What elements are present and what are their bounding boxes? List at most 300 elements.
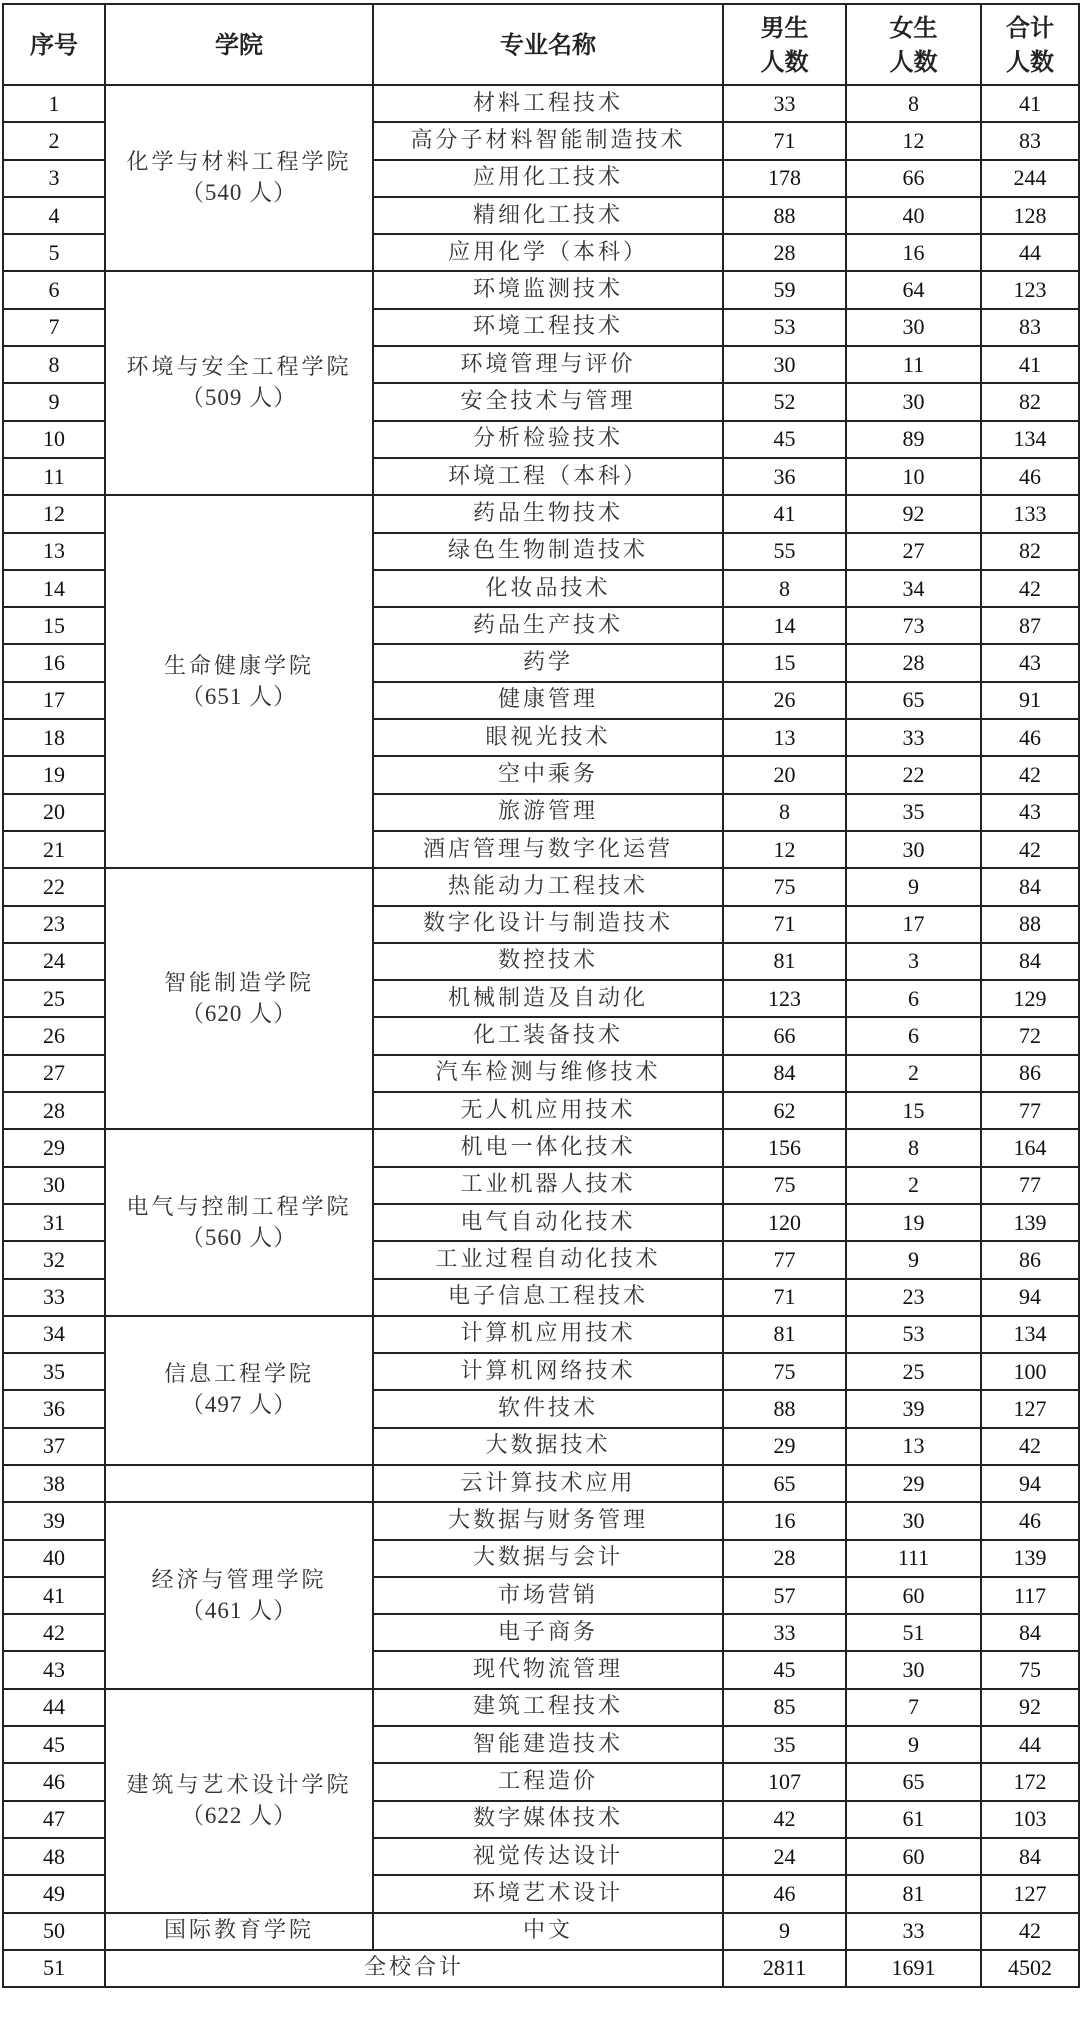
total-count-cell: 44 [981,234,1079,271]
female-count-cell: 6 [846,980,981,1017]
female-count-cell: 33 [846,719,981,756]
college-name: 环境与安全工程学院 [126,355,352,381]
female-count-cell: 64 [846,271,981,308]
major-name-cell: 旅游管理 [373,794,723,831]
header-seq: 序号 [3,4,105,85]
total-count-cell: 42 [981,756,1079,793]
seq-cell: 6 [3,271,105,308]
major-name-cell: 电气自动化技术 [373,1204,723,1241]
male-count-cell: 33 [723,85,846,122]
major-name-cell: 工程造价 [373,1763,723,1800]
major-name-cell: 应用化工技术 [373,160,723,197]
female-count-cell: 23 [846,1279,981,1316]
college-cell [105,868,373,1129]
major-name-cell: 电子信息工程技术 [373,1279,723,1316]
college-name: 电气与控制工程学院 [126,1194,352,1220]
college-student-count: （622 人） [180,1802,298,1828]
seq-cell: 25 [3,980,105,1017]
total-count-cell: 43 [981,794,1079,831]
major-name-cell: 大数据与财务管理 [373,1502,723,1539]
seq-cell: 43 [3,1651,105,1688]
female-count-cell: 60 [846,1838,981,1875]
college-name: 智能制造学院 [163,970,314,996]
total-count-cell: 42 [981,831,1079,868]
header-major: 专业名称 [373,4,723,85]
male-count-cell: 66 [723,1017,846,1054]
header-row [3,4,1079,85]
male-count-cell: 24 [723,1838,846,1875]
college-name: 生命健康学院 [163,653,314,679]
male-count-cell: 41 [723,495,846,532]
male-count-cell: 52 [723,383,846,420]
total-count-cell: 42 [981,570,1079,607]
grand-total-label: 全校合计 [105,1950,723,1987]
major-name-cell: 精细化工技术 [373,197,723,234]
male-count-cell: 8 [723,570,846,607]
male-count-cell: 77 [723,1241,846,1278]
female-count-cell: 12 [846,122,981,159]
female-count-cell: 30 [846,309,981,346]
total-count-cell: 117 [981,1577,1079,1614]
total-count-cell: 172 [981,1763,1079,1800]
male-count-cell: 35 [723,1726,846,1763]
male-count-cell: 29 [723,1428,846,1465]
major-name-cell: 环境工程（本科） [373,458,723,495]
male-count-cell: 45 [723,1651,846,1688]
total-count-cell: 4502 [981,1950,1079,1987]
male-count-cell: 88 [723,1390,846,1427]
male-count-cell: 8 [723,794,846,831]
college-student-count: （509 人） [180,385,298,411]
seq-cell: 24 [3,943,105,980]
female-count-cell: 33 [846,1913,981,1950]
college-student-count: （651 人） [180,683,298,709]
female-count-cell: 25 [846,1353,981,1390]
seq-cell: 33 [3,1279,105,1316]
table-row [3,271,1079,308]
female-count-cell: 2 [846,1167,981,1204]
major-name-cell: 环境工程技术 [373,309,723,346]
college-student-count: （540 人） [180,180,298,206]
total-count-cell: 86 [981,1241,1079,1278]
college-name: 化学与材料工程学院 [126,150,352,176]
total-count-cell: 86 [981,1055,1079,1092]
total-count-cell: 134 [981,421,1079,458]
female-count-cell: 6 [846,1017,981,1054]
seq-cell: 16 [3,644,105,681]
college-cell [105,1689,373,1913]
seq-cell: 4 [3,197,105,234]
seq-cell: 26 [3,1017,105,1054]
header-total: 合计 人数 [981,4,1079,85]
male-count-cell: 59 [723,271,846,308]
seq-cell: 13 [3,533,105,570]
female-count-cell: 30 [846,1502,981,1539]
male-count-cell: 26 [723,682,846,719]
seq-cell: 20 [3,794,105,831]
seq-cell: 39 [3,1502,105,1539]
college-cell [105,271,373,495]
major-name-cell: 应用化学（本科） [373,234,723,271]
major-name-cell: 计算机网络技术 [373,1353,723,1390]
female-count-cell: 9 [846,1241,981,1278]
male-count-cell: 71 [723,1279,846,1316]
male-count-cell: 178 [723,160,846,197]
male-count-cell: 84 [723,1055,846,1092]
seq-cell: 14 [3,570,105,607]
female-count-cell: 92 [846,495,981,532]
seq-cell: 36 [3,1390,105,1427]
total-count-cell: 43 [981,644,1079,681]
seq-cell: 40 [3,1540,105,1577]
college-cell [105,1465,373,1502]
male-count-cell: 33 [723,1614,846,1651]
college-cell [105,1316,373,1465]
major-name-cell: 电子商务 [373,1614,723,1651]
total-count-cell: 84 [981,1838,1079,1875]
total-count-cell: 75 [981,1651,1079,1688]
male-count-cell: 75 [723,868,846,905]
major-name-cell: 化工装备技术 [373,1017,723,1054]
total-count-cell: 42 [981,1913,1079,1950]
total-count-cell: 83 [981,122,1079,159]
major-name-cell: 化妆品技术 [373,570,723,607]
female-count-cell: 35 [846,794,981,831]
seq-cell: 48 [3,1838,105,1875]
total-count-cell: 139 [981,1204,1079,1241]
female-count-cell: 7 [846,1689,981,1726]
major-name-cell: 材料工程技术 [373,85,723,122]
total-count-cell: 41 [981,346,1079,383]
female-count-cell: 39 [846,1390,981,1427]
male-count-cell: 55 [723,533,846,570]
college-student-count: （497 人） [180,1392,298,1418]
female-count-cell: 10 [846,458,981,495]
total-count-cell: 103 [981,1801,1079,1838]
major-name-cell: 环境管理与评价 [373,346,723,383]
major-name-cell: 数字化设计与制造技术 [373,906,723,943]
male-count-cell: 81 [723,943,846,980]
total-count-cell: 127 [981,1390,1079,1427]
female-count-cell: 111 [846,1540,981,1577]
female-count-cell: 40 [846,197,981,234]
total-count-cell: 87 [981,607,1079,644]
male-count-cell: 107 [723,1763,846,1800]
total-count-cell: 133 [981,495,1079,532]
header-female: 女生 人数 [846,4,981,85]
header-college: 学院 [105,4,373,85]
female-count-cell: 3 [846,943,981,980]
major-name-cell: 软件技术 [373,1390,723,1427]
major-name-cell: 大数据与会计 [373,1540,723,1577]
table-row [3,1913,1079,1950]
female-count-cell: 61 [846,1801,981,1838]
male-count-cell: 13 [723,719,846,756]
seq-cell: 42 [3,1614,105,1651]
college-name: 信息工程学院 [163,1362,314,1388]
major-name-cell: 数控技术 [373,943,723,980]
seq-cell: 51 [3,1950,105,1987]
male-count-cell: 20 [723,756,846,793]
female-count-cell: 15 [846,1092,981,1129]
college-name: 建筑与艺术设计学院 [126,1772,352,1798]
male-count-cell: 28 [723,234,846,271]
female-count-cell: 22 [846,756,981,793]
major-name-cell: 药学 [373,644,723,681]
seq-cell: 45 [3,1726,105,1763]
female-count-cell: 65 [846,1763,981,1800]
college-cell [105,1129,373,1315]
total-count-cell: 82 [981,533,1079,570]
major-name-cell: 高分子材料智能制造技术 [373,122,723,159]
total-count-cell: 244 [981,160,1079,197]
male-count-cell: 36 [723,458,846,495]
male-count-cell: 85 [723,1689,846,1726]
male-count-cell: 15 [723,644,846,681]
female-count-cell: 73 [846,607,981,644]
college-student-count: （461 人） [180,1597,298,1623]
male-count-cell: 65 [723,1465,846,1502]
female-count-cell: 81 [846,1875,981,1912]
college-student-count: （560 人） [180,1224,298,1250]
total-count-cell: 91 [981,682,1079,719]
major-name-cell: 无人机应用技术 [373,1092,723,1129]
female-count-cell: 65 [846,682,981,719]
total-count-cell: 44 [981,1726,1079,1763]
total-count-cell: 127 [981,1875,1079,1912]
total-count-cell: 46 [981,1502,1079,1539]
male-count-cell: 42 [723,1801,846,1838]
grand-total-row [3,1950,1079,1987]
table-row [3,1465,1079,1502]
male-count-cell: 62 [723,1092,846,1129]
seq-cell: 19 [3,756,105,793]
major-name-cell: 云计算技术应用 [373,1465,723,1502]
male-count-cell: 30 [723,346,846,383]
seq-cell: 37 [3,1428,105,1465]
male-count-cell: 123 [723,980,846,1017]
table-body [3,85,1079,1987]
seq-cell: 1 [3,85,105,122]
female-count-cell: 17 [846,906,981,943]
total-count-cell: 88 [981,906,1079,943]
seq-cell: 28 [3,1092,105,1129]
male-count-cell: 81 [723,1316,846,1353]
seq-cell: 5 [3,234,105,271]
female-count-cell: 8 [846,1129,981,1166]
total-count-cell: 129 [981,980,1079,1017]
college-student-count: （620 人） [180,1000,298,1026]
total-count-cell: 100 [981,1353,1079,1390]
female-count-cell: 9 [846,868,981,905]
seq-cell: 32 [3,1241,105,1278]
total-count-cell: 128 [981,197,1079,234]
college-cell [105,1913,373,1950]
seq-cell: 9 [3,383,105,420]
male-count-cell: 16 [723,1502,846,1539]
total-count-cell: 84 [981,943,1079,980]
major-name-cell: 智能建造技术 [373,1726,723,1763]
major-name-cell: 健康管理 [373,682,723,719]
male-count-cell: 53 [723,309,846,346]
major-name-cell: 药品生产技术 [373,607,723,644]
female-count-cell: 9 [846,1726,981,1763]
total-count-cell: 77 [981,1167,1079,1204]
major-name-cell: 汽车检测与维修技术 [373,1055,723,1092]
seq-cell: 23 [3,906,105,943]
female-count-cell: 29 [846,1465,981,1502]
total-count-cell: 94 [981,1465,1079,1502]
seq-cell: 21 [3,831,105,868]
male-count-cell: 75 [723,1353,846,1390]
female-count-cell: 60 [846,1577,981,1614]
enrollment-table [2,3,1080,1988]
total-count-cell: 92 [981,1689,1079,1726]
seq-cell: 50 [3,1913,105,1950]
major-name-cell: 热能动力工程技术 [373,868,723,905]
seq-cell: 7 [3,309,105,346]
seq-cell: 34 [3,1316,105,1353]
major-name-cell: 分析检验技术 [373,421,723,458]
college-cell [105,85,373,271]
female-count-cell: 13 [846,1428,981,1465]
major-name-cell: 环境监测技术 [373,271,723,308]
major-name-cell: 空中乘务 [373,756,723,793]
major-name-cell: 计算机应用技术 [373,1316,723,1353]
male-count-cell: 45 [723,421,846,458]
female-count-cell: 8 [846,85,981,122]
seq-cell: 22 [3,868,105,905]
seq-cell: 35 [3,1353,105,1390]
male-count-cell: 9 [723,1913,846,1950]
table-row [3,1129,1079,1166]
major-name-cell: 机械制造及自动化 [373,980,723,1017]
female-count-cell: 11 [846,346,981,383]
total-count-cell: 94 [981,1279,1079,1316]
seq-cell: 47 [3,1801,105,1838]
female-count-cell: 51 [846,1614,981,1651]
seq-cell: 49 [3,1875,105,1912]
male-count-cell: 57 [723,1577,846,1614]
total-count-cell: 134 [981,1316,1079,1353]
major-name-cell: 药品生物技术 [373,495,723,532]
major-name-cell: 大数据技术 [373,1428,723,1465]
seq-cell: 30 [3,1167,105,1204]
table-row [3,85,1079,122]
major-name-cell: 数字媒体技术 [373,1801,723,1838]
major-name-cell: 环境艺术设计 [373,1875,723,1912]
seq-cell: 38 [3,1465,105,1502]
total-count-cell: 72 [981,1017,1079,1054]
male-count-cell: 156 [723,1129,846,1166]
total-count-cell: 46 [981,458,1079,495]
table-row [3,1316,1079,1353]
major-name-cell: 视觉传达设计 [373,1838,723,1875]
major-name-cell: 建筑工程技术 [373,1689,723,1726]
seq-cell: 15 [3,607,105,644]
male-count-cell: 14 [723,607,846,644]
total-count-cell: 77 [981,1092,1079,1129]
seq-cell: 10 [3,421,105,458]
female-count-cell: 30 [846,1651,981,1688]
male-count-cell: 2811 [723,1950,846,1987]
female-count-cell: 28 [846,644,981,681]
seq-cell: 41 [3,1577,105,1614]
major-name-cell: 工业过程自动化技术 [373,1241,723,1278]
seq-cell: 46 [3,1763,105,1800]
major-name-cell: 机电一体化技术 [373,1129,723,1166]
college-name: 经济与管理学院 [151,1567,327,1593]
female-count-cell: 53 [846,1316,981,1353]
major-name-cell: 酒店管理与数字化运营 [373,831,723,868]
female-count-cell: 27 [846,533,981,570]
total-count-cell: 84 [981,868,1079,905]
total-count-cell: 164 [981,1129,1079,1166]
male-count-cell: 120 [723,1204,846,1241]
female-count-cell: 30 [846,831,981,868]
male-count-cell: 75 [723,1167,846,1204]
seq-cell: 11 [3,458,105,495]
major-name-cell: 市场营销 [373,1577,723,1614]
table-row [3,1689,1079,1726]
header-male: 男生 人数 [723,4,846,85]
major-name-cell: 现代物流管理 [373,1651,723,1688]
female-count-cell: 66 [846,160,981,197]
male-count-cell: 71 [723,906,846,943]
male-count-cell: 28 [723,1540,846,1577]
seq-cell: 8 [3,346,105,383]
seq-cell: 44 [3,1689,105,1726]
college-cell [105,1502,373,1688]
major-name-cell: 绿色生物制造技术 [373,533,723,570]
male-count-cell: 71 [723,122,846,159]
college-name: 国际教育学院 [163,1918,314,1944]
female-count-cell: 34 [846,570,981,607]
major-name-cell: 眼视光技术 [373,719,723,756]
seq-cell: 27 [3,1055,105,1092]
total-count-cell: 139 [981,1540,1079,1577]
female-count-cell: 30 [846,383,981,420]
seq-cell: 31 [3,1204,105,1241]
total-count-cell: 42 [981,1428,1079,1465]
table-row [3,868,1079,905]
major-name-cell: 安全技术与管理 [373,383,723,420]
female-count-cell: 1691 [846,1950,981,1987]
male-count-cell: 12 [723,831,846,868]
major-name-cell: 中文 [373,1913,723,1950]
total-count-cell: 82 [981,383,1079,420]
female-count-cell: 19 [846,1204,981,1241]
total-count-cell: 46 [981,719,1079,756]
table-row [3,1502,1079,1539]
female-count-cell: 16 [846,234,981,271]
male-count-cell: 88 [723,197,846,234]
seq-cell: 17 [3,682,105,719]
table-row [3,495,1079,532]
major-name-cell: 工业机器人技术 [373,1167,723,1204]
college-cell [105,495,373,868]
female-count-cell: 89 [846,421,981,458]
total-count-cell: 41 [981,85,1079,122]
total-count-cell: 83 [981,309,1079,346]
female-count-cell: 2 [846,1055,981,1092]
male-count-cell: 46 [723,1875,846,1912]
seq-cell: 18 [3,719,105,756]
seq-cell: 12 [3,495,105,532]
total-count-cell: 123 [981,271,1079,308]
seq-cell: 3 [3,160,105,197]
seq-cell: 29 [3,1129,105,1166]
